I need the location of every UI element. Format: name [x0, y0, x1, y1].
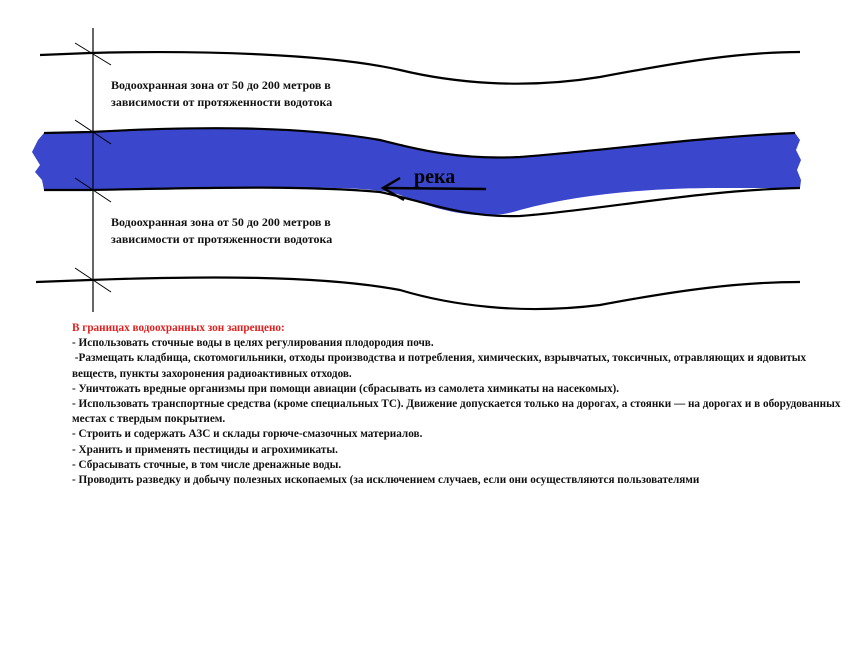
zone-boundary-bottom — [36, 277, 800, 309]
zone-label-bottom: Водоохранная зона от 50 до 200 метров в зависимости от протяженности водотока — [111, 215, 333, 246]
restriction-item: - Проводить разведку и добычу полезных ископаемых (за исключением случаев, если они осуществляются пользователями — [72, 474, 700, 487]
restriction-item: - Хранить и применять пестициды и агрохимикаты. — [72, 443, 338, 456]
zone-label-top: Водоохранная зона от 50 до 200 метров в зависимости от протяженности водотока — [111, 78, 333, 109]
river-label: река — [414, 166, 456, 188]
restriction-item: -Размещать кладбища, скотомогильники, отходы производства и потребления, химических, взрывчатых, токсичных, отравляющих и ядовитых веществ, пункты захоронения радиоактивных отходов. — [72, 352, 809, 380]
restriction-item: - Использовать транспортные средства (кроме специальных ТС). Движение допускается только на дорогах, а стоянки — на дорогах и в оборудованных местах с твердым покрытием. — [72, 398, 841, 426]
restriction-item: - Уничтожать вредные организмы при помощи авиации (сбрасывать из самолета химикаты на насекомых). — [72, 382, 620, 395]
restriction-item: - Строить и содержать АЗС и склады горюче-смазочных материалов. — [72, 428, 423, 441]
restrictions-list — [72, 321, 852, 488]
restrictions-heading: В границах водоохранных зон запрещено: — [72, 322, 285, 334]
restriction-item: - Сбрасывать сточные, в том числе дренажные воды. — [72, 458, 342, 471]
restriction-item: - Использовать сточные воды в целях регулирования плодородия почв. — [72, 337, 434, 350]
